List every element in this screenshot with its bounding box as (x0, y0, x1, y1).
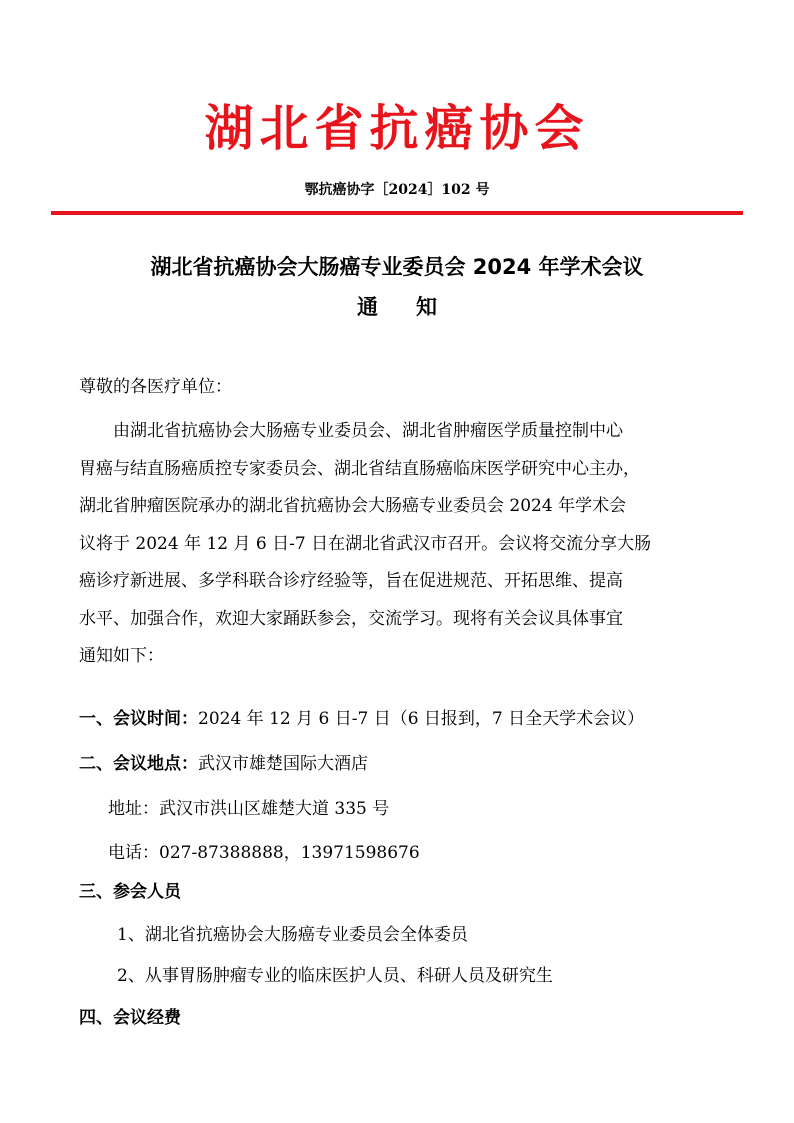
attendee-item: 1、湖北省抗癌协会大肠癌专业委员会全体委员 (117, 925, 468, 945)
section-fees-label: 四、会议经费 (79, 1008, 181, 1028)
section-venue (79, 752, 368, 776)
section-time (79, 707, 644, 731)
intro-line: 由湖北省抗癌协会大肠癌专业委员会、湖北省肿瘤医学质量控制中心 (113, 421, 623, 441)
section-time-label: 一、会议时间： (79, 709, 198, 729)
intro-line: 水平、加强合作，欢迎大家踊跃参会，交流学习。现将有关会议具体事宜 (79, 608, 623, 629)
section-venue-label: 二、会议地点： (79, 754, 198, 774)
red-divider (51, 211, 743, 215)
notice-title: 湖北省抗癌协会大肠癌专业委员会 2024 年学术会议 (150, 255, 644, 279)
intro-paragraph (79, 413, 719, 676)
salutation: 尊敬的各医疗单位： (79, 377, 232, 397)
intro-line: 议将于 2024 年 12 月 6 日-7 日在湖北省武汉市召开。会议将交流分享大肠 (79, 533, 652, 554)
intro-line: 癌诊疗新进展、多学科联合诊疗经验等，旨在促进规范、开拓思维、提高 (79, 571, 623, 591)
intro-line: 湖北省肿瘤医院承办的湖北省抗癌协会大肠癌专业委员会 2024 年学术会 (79, 496, 627, 516)
organization-title: 湖北省抗癌协会 (204, 100, 590, 157)
venue-phone: 电话：027-87388888，13971598676 (108, 843, 420, 863)
intro-line: 胃癌与结直肠癌质控专家委员会、湖北省结直肠癌临床医学研究中心主办， (79, 458, 640, 479)
section-time-value: 2024 年 12 月 6 日-7 日（6 日报到，7 日全天学术会议） (198, 709, 645, 729)
section-venue-value: 武汉市雄楚国际大酒店 (198, 754, 368, 774)
attendee-item: 2、从事胃肠肿瘤专业的临床医护人员、科研人员及研究生 (117, 966, 553, 986)
intro-line: 通知如下： (79, 646, 164, 666)
notice-subtitle: 通知 (357, 295, 475, 319)
venue-address: 地址：武汉市洪山区雄楚大道 335 号 (108, 799, 390, 819)
section-attendees-label: 三、参会人员 (79, 882, 181, 902)
document-number: 鄂抗癌协字［2024］102 号 (304, 182, 490, 198)
